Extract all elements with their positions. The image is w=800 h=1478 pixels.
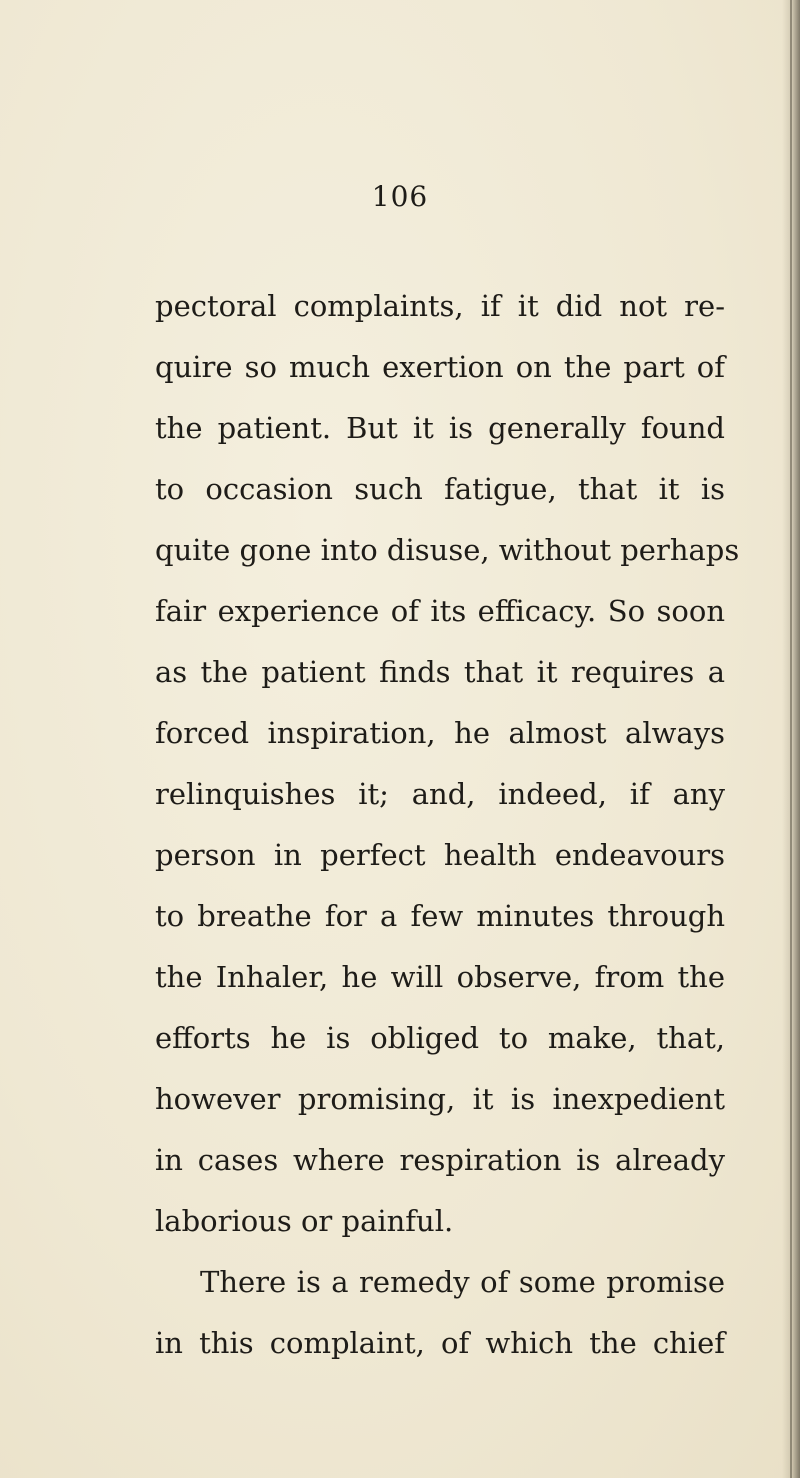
text-line: in this complaint, of which the chief — [155, 1326, 725, 1360]
text-line: as the patient finds that it requires a — [155, 655, 725, 689]
text-line: pectoral complaints, if it did not re- — [155, 289, 725, 323]
text-line: to occasion such fatigue, that it is — [155, 472, 725, 506]
text-line: however promising, it is inexpedient — [155, 1082, 725, 1116]
page-number: 106 — [371, 180, 429, 213]
text-line: quire so much exertion on the part of — [155, 350, 725, 384]
text-line: quite gone into disuse, without perhaps — [155, 533, 740, 567]
text-line: to breathe for a few minutes through — [155, 899, 725, 933]
text-line: the Inhaler, he will observe, from the — [155, 960, 725, 994]
text-line: laborious or painful. — [155, 1204, 454, 1238]
text-line: efforts he is obliged to make, that, — [155, 1021, 725, 1055]
text-line: in cases where respiration is already — [155, 1143, 725, 1177]
text-line: relinquishes it; and, indeed, if any — [155, 777, 725, 811]
text-line: the patient. But it is generally found — [155, 411, 725, 445]
text-line: forced inspiration, he almost always — [155, 716, 725, 750]
page-edge-line — [790, 0, 792, 1478]
text-line: fair experience of its efficacy. So soon — [155, 594, 725, 628]
paragraph-start-line: There is a remedy of some promise — [200, 1265, 725, 1299]
body-text — [155, 276, 740, 1374]
text-line: person in perfect health endeavours — [155, 838, 725, 872]
